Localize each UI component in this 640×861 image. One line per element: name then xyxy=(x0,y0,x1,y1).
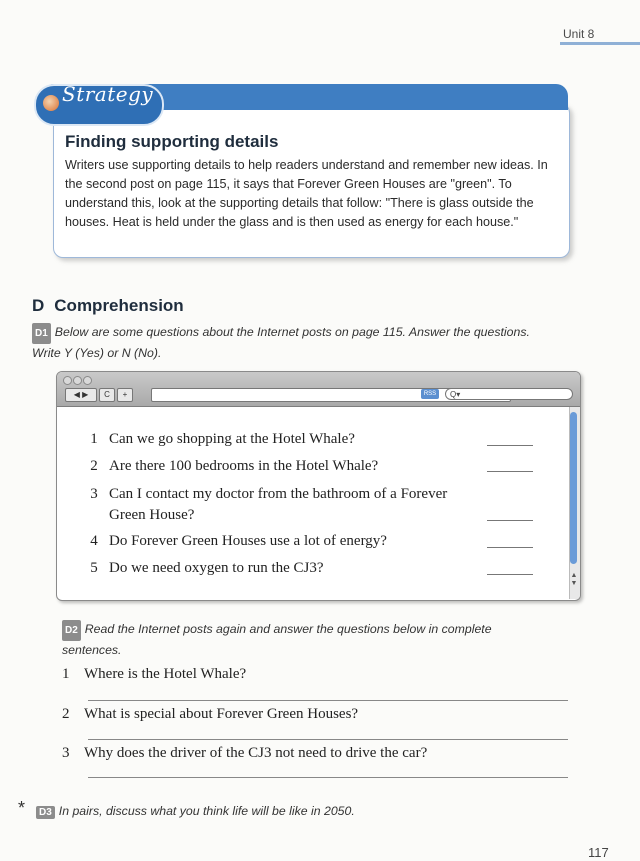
question-text: Are there 100 bedrooms in the Hotel Whale? xyxy=(109,458,379,474)
d2-instruction-text: Read the Internet posts again and answer the questions below in complete sentences. xyxy=(62,622,492,657)
section-title: Comprehension xyxy=(54,296,184,315)
browser-search-field[interactable]: Q▾ xyxy=(445,388,573,400)
unit-rule xyxy=(560,42,640,45)
rss-icon[interactable]: RSS xyxy=(421,389,439,399)
question-text: Why does the driver of the CJ3 not need to drive the car? xyxy=(84,745,428,761)
question-number: 2 xyxy=(62,706,70,722)
strategy-banner-label: Strategy xyxy=(62,82,154,106)
question-text: Can I contact my doctor from the bathroom of a Forever Green House? xyxy=(109,486,448,523)
add-bookmark-button[interactable]: + xyxy=(117,388,133,402)
scrollbar-thumb[interactable] xyxy=(570,412,577,564)
d1-tag: D1 xyxy=(32,323,51,344)
d3-instruction xyxy=(36,804,355,819)
d2-instruction xyxy=(62,620,532,660)
page-number: 117 xyxy=(588,845,609,860)
section-heading xyxy=(32,296,184,316)
question-text: Do Forever Green Houses use a lot of energy? xyxy=(109,533,387,549)
d2-question-3 xyxy=(62,745,427,762)
scroll-arrows-icon[interactable]: ▲ ▼ xyxy=(570,572,578,587)
d2-question-1 xyxy=(62,666,246,683)
d2-answer-line-3[interactable] xyxy=(88,777,568,778)
answer-line-1[interactable] xyxy=(487,445,533,446)
question-number: 3 xyxy=(62,745,70,761)
d2-question-2 xyxy=(62,706,358,723)
question-number: 1 xyxy=(62,666,70,682)
question-number: 5 xyxy=(90,560,98,576)
d2-tag: D2 xyxy=(62,620,81,641)
answer-line-3[interactable] xyxy=(487,520,533,521)
question-text: Can we go shopping at the Hotel Whale? xyxy=(109,431,355,447)
answer-line-4[interactable] xyxy=(487,547,533,548)
browser-window xyxy=(56,371,581,601)
d2-answer-line-2[interactable] xyxy=(88,739,568,740)
strategy-dot-icon xyxy=(43,95,59,111)
question-number: 1 xyxy=(90,431,98,447)
question-text: Do we need oxygen to run the CJ3? xyxy=(109,560,324,576)
d1-instruction-text: Below are some questions about the Internet posts on page 115. Answer the questions. Write Y (Yes) or N (No). xyxy=(32,325,530,360)
strategy-title: Finding supporting details xyxy=(65,132,279,151)
d1-instruction xyxy=(32,323,542,363)
answer-line-2[interactable] xyxy=(487,471,533,472)
window-zoom-icon[interactable] xyxy=(83,376,92,385)
window-close-icon[interactable] xyxy=(63,376,72,385)
question-number: 3 xyxy=(90,486,98,502)
section-letter: D xyxy=(32,296,45,315)
question-text: What is special about Forever Green Houses? xyxy=(84,706,359,722)
question-text: Where is the Hotel Whale? xyxy=(84,666,247,682)
question-number: 4 xyxy=(90,533,98,549)
d3-tag: D3 xyxy=(36,806,55,819)
window-minimize-icon[interactable] xyxy=(73,376,82,385)
d3-instruction-text: In pairs, discuss what you think life will be like in 2050. xyxy=(58,804,355,818)
answer-line-5[interactable] xyxy=(487,574,533,575)
d2-answer-line-1[interactable] xyxy=(88,700,568,701)
unit-label: Unit 8 xyxy=(563,27,595,41)
back-forward-button[interactable]: ◀ ▶ xyxy=(65,388,97,402)
reload-button[interactable]: C xyxy=(99,388,115,402)
star-icon: * xyxy=(18,798,26,818)
question-number: 2 xyxy=(90,458,98,474)
strategy-body: Writers use supporting details to help readers understand and remember new ideas. In the second post on page 115, it says that Forever Green Houses are "green". To understand this, look at the supporting details that follow: "There is glass outside the houses. Heat is held under the glass and is then used as energy for each house." xyxy=(65,158,548,229)
